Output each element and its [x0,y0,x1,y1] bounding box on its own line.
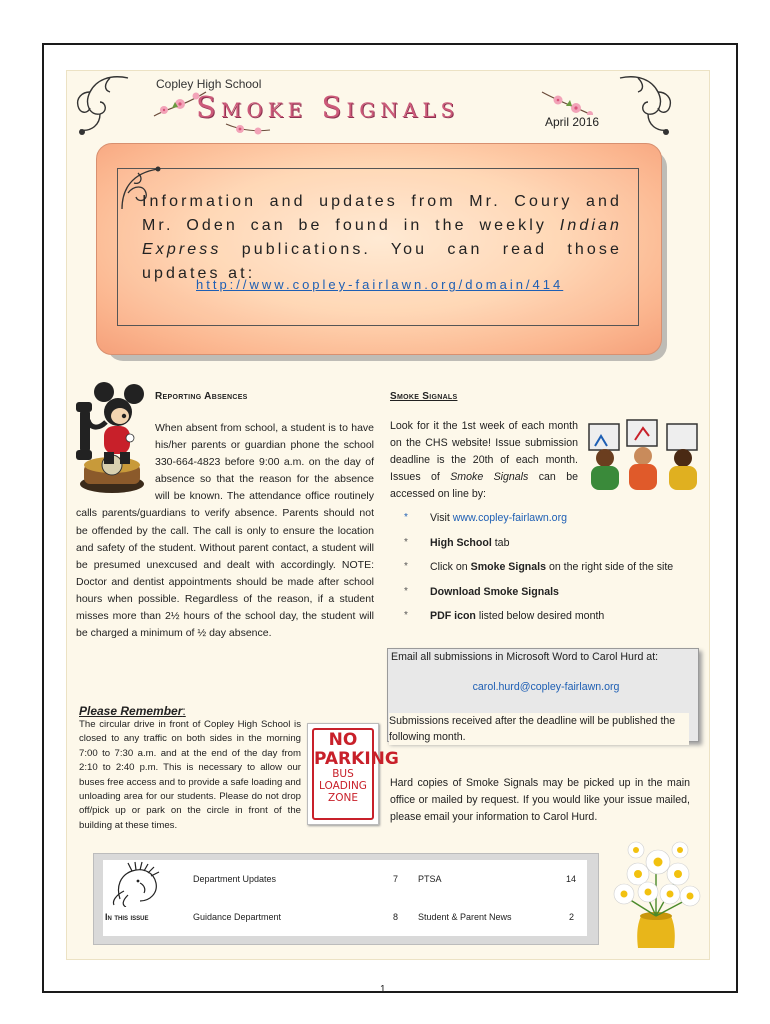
no-parking-sign [307,723,399,825]
indian-express-title: Indian Express [142,217,622,258]
please-remember-heading [79,704,186,718]
email-instructions: Email all submissions in Microsoft Word to Carol Hurd at: [391,651,659,663]
banner-text [142,190,622,286]
intro-after: can be accessed on line by: [390,471,578,500]
sign-line-bus: BUS [332,768,354,780]
bullet-3: * [404,561,408,572]
bullet-5: * [404,610,408,621]
toc-item-title[interactable]: Guidance Department [193,912,282,922]
toc-item-page: 2 [569,912,575,922]
daisy-bouquet-icon [608,836,706,948]
right-flourish-icon [618,70,678,140]
step-4-bold: Download Smoke Signals [430,585,559,598]
banner-text-part2: publications. You can read those updates at: [142,241,622,282]
please-remember-colon: : [182,704,186,718]
in-this-issue-heading: In this issue [105,912,149,922]
circular-drive-text: The circular drive in front of Copley High School is closed to any traffic on both sides in the morning 7:00 to 7:30 a.m. and at the end of the day from 2:10 to 2:40 p.m. This is necessary to allow our buses free access and to provide a safe loading and unloading area for our students. Please do not drop off/pick up or park on the circle in front of the building at these times. [79,719,301,831]
step-download [402,586,702,611]
sign-line-zone: ZONE [328,792,358,804]
bullet-2: * [404,536,408,548]
toc-item-page: 14 [566,874,577,884]
step-3-post: on the right side of the site [546,561,674,573]
step-pdf-icon [402,610,702,635]
please-remember-title: Please Remember [79,704,183,718]
step-visit [402,512,702,537]
newsletter-title: Smoke Signals [196,90,460,124]
absence-policy-text: When absent from school, a student is to have his/her parents or guardian phone the school 330-664-4823 before 9:00 a.m. on the day of absence so that the reason for the absence will be known. The attendance office routinely calls parents/guardians to verify absence. Parents should not be offended by the call. The call is only to ensure the location and safety of the student. Without parent contact, a student will be presumed unexcused and dealt with accordingly. NOTE: Doctor and dentist appointments should be made after school hours when possible. Regardless of the reason, if a student misses more than 2½ hours of the school day, the student will be charged a minimum of ½ day absence. [76,422,374,640]
sign-line-no: NO [328,730,358,750]
intro-before: Look for it the 1st week of each month on the CHS website! Issue submission deadline is the 20th of each month. Issues of [390,420,578,483]
left-flourish-icon [70,70,130,140]
step-5-post: listed below desired month [475,610,605,622]
page-number: 1 [380,984,386,995]
toc-item-page: 8 [393,912,399,922]
step-5-bold: PDF icon [430,610,476,622]
toc-item-page: 7 [393,874,399,884]
step-high-school-tab [402,537,702,562]
toc-item-title[interactable]: PTSA [418,874,442,884]
bullet-1: * [404,512,408,523]
smoke-signals-intro [390,418,578,503]
sign-line-parking: PARKING [314,749,399,769]
toc-item-title[interactable]: Student & Parent News [418,912,512,922]
sign-line-loading: LOADING [319,780,367,792]
toc-item-title[interactable]: Department Updates [193,874,277,884]
no-parking-sign-frame [312,728,399,820]
step-click-smoke-signals [402,561,702,586]
kids-computers-icon [585,416,705,496]
step-1-pre: Visit [430,512,453,524]
school-name: Copley High School [156,77,262,91]
step-3-pre: Click on [430,561,471,573]
in-this-issue-panel [103,860,587,936]
domain-link[interactable]: http://www.copley-fairlawn.org/domain/414 [196,277,564,292]
deadline-note: Submissions received after the deadline will be published the following month. [389,713,689,745]
indian-head-logo [110,861,170,907]
banner-text-part1: Information and updates from Mr. Coury and Mr. Oden can be found in the weekly [142,193,622,234]
website-link[interactable]: www.copley-fairlawn.org [452,512,567,524]
email-address-link[interactable]: carol.hurd@copley-fairlawn.org [472,681,620,693]
reporting-absences-heading: Reporting Absences [155,391,248,402]
step-2-post: tab [491,536,510,549]
step-2-bold: High School [430,536,492,549]
bullet-4: * [404,585,408,597]
issue-date: April 2016 [542,115,602,129]
step-3-bold: Smoke Signals [470,561,546,573]
intro-italic: Smoke Signals [450,471,529,483]
access-steps-list [402,512,702,635]
smoke-signals-heading: Smoke Signals [390,391,458,402]
hard-copies-text: Hard copies of Smoke Signals may be picked up in the main office or mailed by request. If you would like your issue mailed, please email your information to Carol Hurd. [390,777,690,823]
